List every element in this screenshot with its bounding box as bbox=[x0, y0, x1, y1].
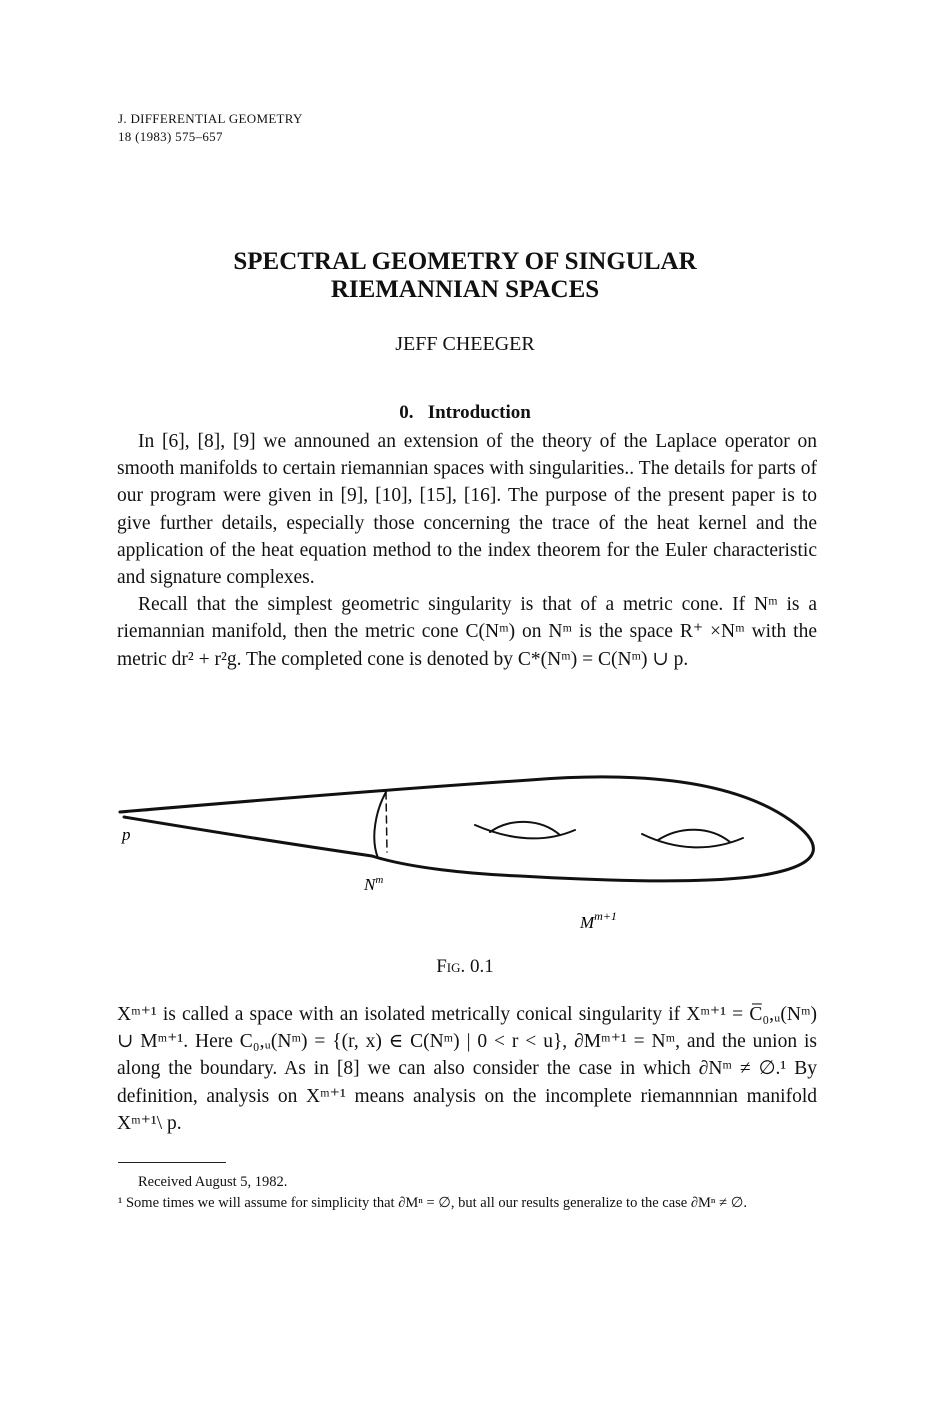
intro-text bbox=[117, 428, 817, 673]
title-line-1: SPECTRAL GEOMETRY OF SINGULAR bbox=[233, 248, 697, 275]
paragraph-2: Recall that the simplest geometric singularity is that of a metric cone. If Nᵐ is a riemannian manifold, then the metric cone C(Nᵐ) on Nᵐ is the space R⁺ ×Nᵐ with the metric dr² + r²g. The completed cone is denoted by C*(Nᵐ) = C(Nᵐ) ∪ p. bbox=[117, 594, 817, 670]
footnote-rule bbox=[118, 1162, 226, 1163]
footnote-1: ¹ Some times we will assume for simplicity that ∂Mⁿ = ∅, but all our results generalize to the case ∂Mⁿ ≠ ∅. bbox=[118, 1195, 747, 1211]
journal-header bbox=[118, 110, 303, 146]
cross-section-front bbox=[374, 792, 386, 858]
author: JEFF CHEEGER bbox=[395, 333, 535, 355]
footnotes bbox=[118, 1172, 818, 1214]
journal-name: J. DIFFERENTIAL GEOMETRY bbox=[118, 111, 303, 126]
figure-label-p: p bbox=[122, 825, 131, 844]
received-date: Received August 5, 1982. bbox=[138, 1174, 288, 1190]
section-heading bbox=[0, 402, 930, 424]
figure-label-n: $N^m$ bbox=[364, 874, 384, 894]
figure-caption: Fig. 0.1 bbox=[436, 956, 494, 977]
figure-label-m: $M^{m+1}$ bbox=[580, 909, 617, 932]
hole-right-bottom bbox=[658, 830, 730, 842]
paper-title bbox=[0, 248, 930, 304]
journal-volume: 18 (1983) 575–657 bbox=[118, 129, 223, 144]
title-line-2: RIEMANNIAN SPACES bbox=[330, 276, 600, 303]
paragraph-3: Xᵐ⁺¹ is called a space with an isolated metrically conical singularity if Xᵐ⁺¹ = C̅₀,ᵤ(Nᵐ) ∪ Mᵐ⁺¹. Here C₀,ᵤ(Nᵐ) = {(r, x) ∈ C(Nᵐ) | 0 < r < u}, ∂Mᵐ⁺¹ = Nᵐ, and the union is along the boundary. As in [8] we can also consider the case in which ∂Nᵐ ≠ ∅.¹ By definition, analysis on Xᵐ⁺¹ means analysis on the incomplete riemannnian manifold Xᵐ⁺¹\ p. bbox=[117, 1004, 817, 1134]
cross-section-back bbox=[386, 792, 387, 852]
section-name: Introduction bbox=[427, 402, 531, 423]
paragraph-1: In [6], [8], [9] we announed an extension of the theory of the Laplace operator on smooth manifolds to certain riemannian spaces with singularities.. The details for parts of our program were given in [9], [10], [15], [16]. The purpose of the present paper is to give further details, especially those concerning the trace of the heat kernel and the application of the heat equation method to the index theorem for the Euler characteristic and signature complexes. bbox=[117, 431, 817, 589]
paragraph-after-figure bbox=[117, 1001, 817, 1137]
cone-figure bbox=[110, 760, 830, 940]
cone-upper-edge bbox=[120, 777, 813, 881]
section-number: 0. bbox=[399, 402, 414, 423]
